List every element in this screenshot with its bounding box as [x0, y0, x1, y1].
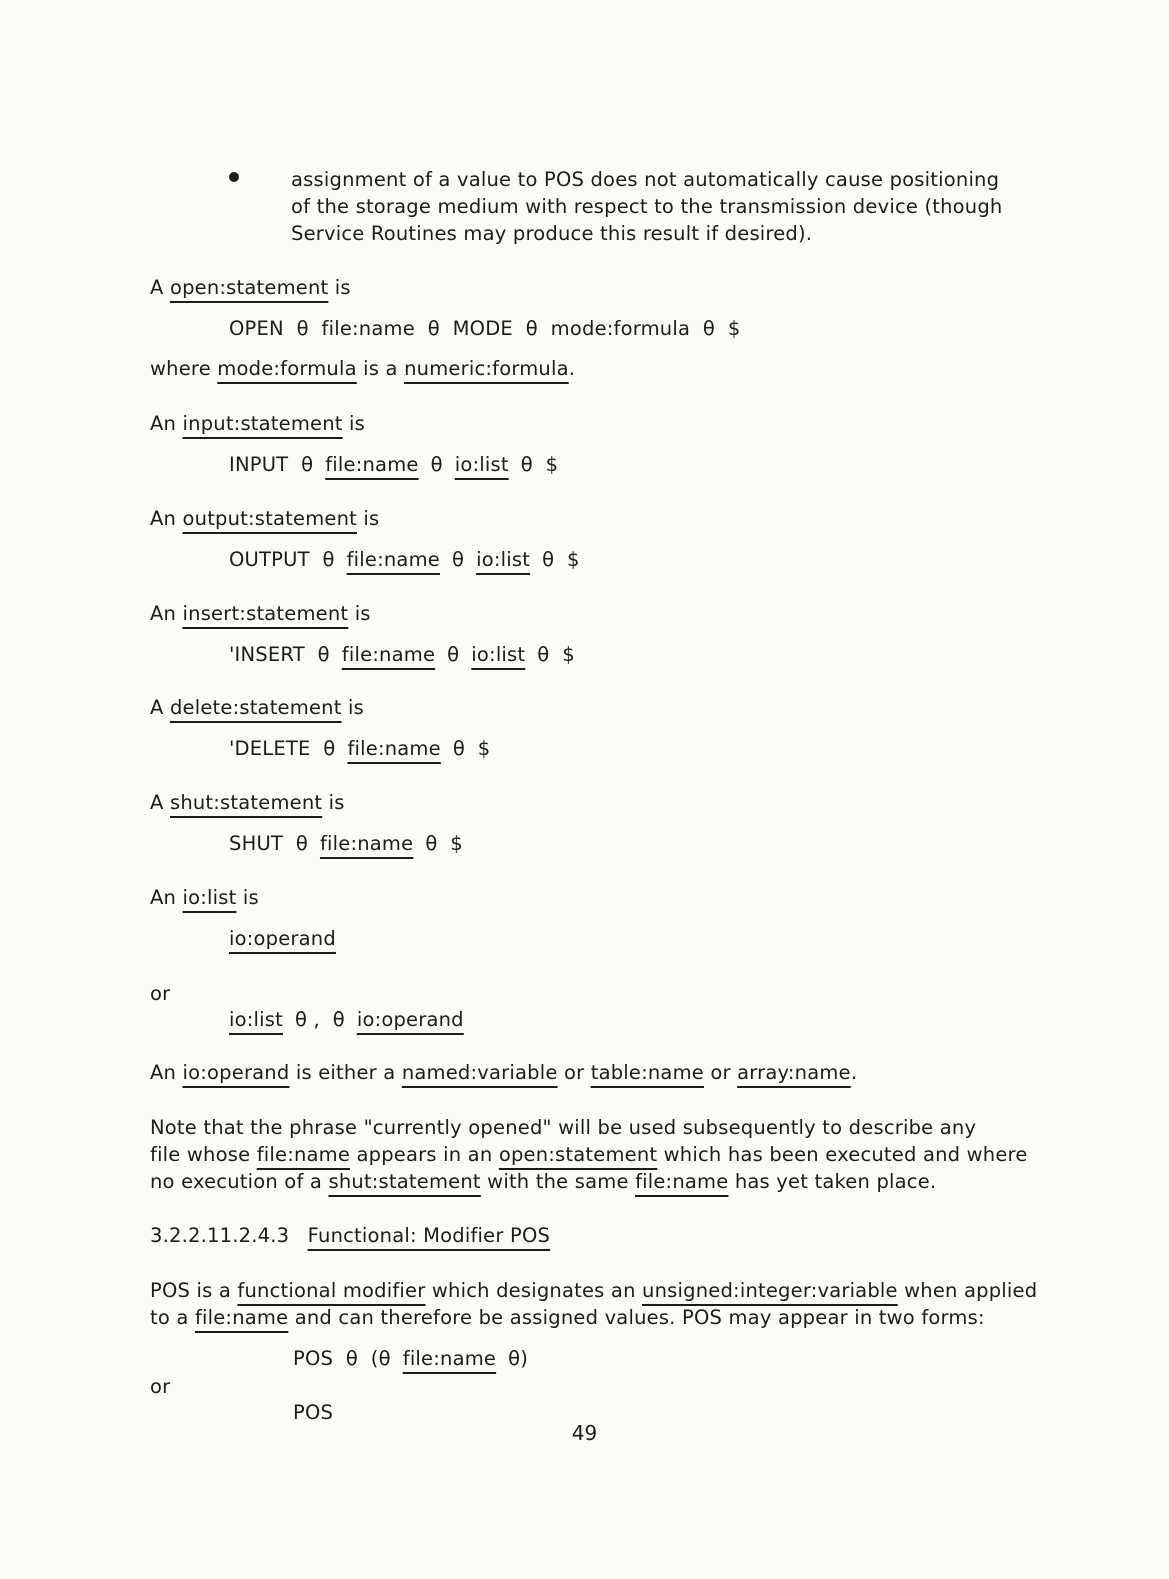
pos-form-1 — [293, 1345, 528, 1372]
period: . — [568, 357, 576, 380]
open-where — [150, 355, 575, 382]
bullet-icon — [229, 172, 239, 182]
pos-line-2 — [150, 1304, 985, 1331]
term-file-name: file:name — [325, 453, 419, 476]
pos-text: to a — [150, 1306, 189, 1329]
pos-text: when applied — [904, 1279, 1038, 1302]
word-or: or — [710, 1061, 731, 1084]
terminator: θ $ — [452, 737, 491, 760]
term-file-name: file:name — [319, 832, 414, 855]
word-is-a: is a — [363, 357, 398, 380]
terminator: θ $ — [537, 643, 575, 666]
term-delete-statement: delete:statement — [169, 696, 342, 719]
bullet-line-3: Service Routines may produce this result if desired). — [291, 222, 813, 245]
section-title: Functional: Modifier POS — [307, 1224, 551, 1247]
pos-text: and can therefore be assigned values. POS may appear in two forms: — [294, 1306, 985, 1329]
terminator: θ $ — [520, 453, 559, 476]
pos-syntax: POS θ (θ — [293, 1347, 391, 1370]
phrase-is-either-a: is either a — [295, 1061, 396, 1084]
word-is: is — [349, 412, 366, 435]
term-io-list: io:list — [182, 886, 237, 909]
iolist-form-1 — [229, 925, 336, 952]
terminator: θ $ — [542, 548, 580, 571]
term-insert-statement: insert:statement — [182, 602, 349, 625]
bullet-line-1: assignment of a value to POS does not automatically cause positioning — [291, 168, 1000, 191]
iolist-or: or — [150, 982, 171, 1005]
note-text: file whose — [150, 1143, 251, 1166]
term-file-name: file:name — [256, 1143, 351, 1166]
iolist-definition — [150, 884, 259, 911]
period: . — [850, 1061, 858, 1084]
note-line-2 — [150, 1141, 1028, 1168]
note-text: has yet taken place. — [734, 1170, 937, 1193]
delete-syntax — [229, 735, 490, 762]
theta: θ — [451, 548, 465, 571]
insert-syntax — [229, 641, 575, 668]
output-definition — [150, 505, 379, 532]
separator: θ , θ — [294, 1008, 345, 1031]
section-number: 3.2.2.11.2.4.3 — [150, 1224, 290, 1247]
note-line-1: Note that the phrase "currently opened" will be used subsequently to describe any — [150, 1116, 977, 1139]
term-mode-formula: mode:formula — [217, 357, 357, 380]
delete-definition — [150, 694, 364, 721]
term-file-name: file:name — [341, 643, 436, 666]
keyword: INPUT θ — [229, 453, 314, 476]
word-is: is — [334, 276, 351, 299]
page-number: 49 — [571, 1421, 598, 1445]
term-file-name: file:name — [346, 548, 440, 571]
term-open-statement: open:statement — [498, 1143, 658, 1166]
article: An — [150, 507, 177, 530]
insert-definition — [150, 600, 371, 627]
output-syntax — [229, 546, 580, 573]
input-definition — [150, 410, 365, 437]
term-functional-modifier: functional modifier — [237, 1279, 426, 1302]
bullet-line-2: of the storage medium with respect to the transmission device (though — [291, 195, 1003, 218]
iooperand-definition — [150, 1059, 857, 1086]
open-syntax: OPEN θ file:name θ MODE θ mode:formula θ $ — [229, 317, 741, 340]
word-where: where — [150, 357, 211, 380]
note-line-3 — [150, 1168, 936, 1195]
term-io-operand: io:operand — [182, 1061, 290, 1084]
theta: θ — [430, 453, 443, 476]
article: A — [150, 696, 164, 719]
keyword: 'DELETE θ — [229, 737, 336, 760]
note-text: no execution of a — [150, 1170, 323, 1193]
pos-text: which designates an — [431, 1279, 636, 1302]
term-numeric-formula: numeric:formula — [404, 357, 569, 380]
input-syntax — [229, 451, 558, 478]
word-is: is — [363, 507, 380, 530]
term-output-statement: output:statement — [182, 507, 357, 530]
term-file-name: file:name — [347, 737, 441, 760]
word-or: or — [563, 1061, 585, 1084]
terminator: θ $ — [425, 832, 463, 855]
term-io-operand: io:operand — [229, 927, 336, 950]
term-open-statement: open:statement — [169, 276, 329, 299]
word-is: is — [328, 791, 345, 814]
keyword: 'INSERT θ — [229, 643, 330, 666]
shut-syntax — [229, 830, 463, 857]
article: An — [150, 886, 177, 909]
term-file-name: file:name — [194, 1306, 289, 1329]
shut-definition — [150, 789, 345, 816]
term-io-list: io:list — [476, 548, 531, 571]
pos-text: POS is a — [150, 1279, 232, 1302]
term-io-list: io:list — [229, 1008, 283, 1031]
article: An — [150, 1061, 177, 1084]
term-shut-statement: shut:statement — [328, 1170, 481, 1193]
pos-line-1 — [150, 1277, 1037, 1304]
note-text: which has been executed and where — [663, 1143, 1028, 1166]
term-io-operand: io:operand — [356, 1008, 464, 1031]
section-heading — [150, 1222, 550, 1249]
term-shut-statement: shut:statement — [169, 791, 323, 814]
term-input-statement: input:statement — [182, 412, 343, 435]
word-is: is — [354, 602, 371, 625]
note-text: appears in an — [356, 1143, 493, 1166]
pos-or: or — [150, 1375, 171, 1398]
word-is: is — [347, 696, 364, 719]
term-file-name: file:name — [402, 1347, 497, 1370]
term-unsigned-integer-variable: unsigned:integer:variable — [642, 1279, 898, 1302]
pos-syntax: θ) — [508, 1347, 529, 1370]
keyword: OUTPUT θ — [229, 548, 335, 571]
iolist-form-2 — [229, 1006, 464, 1033]
note-text: with the same — [487, 1170, 629, 1193]
article: A — [150, 276, 164, 299]
term-table-name: table:name — [590, 1061, 704, 1084]
term-named-variable: named:variable — [401, 1061, 558, 1084]
word-is: is — [242, 886, 259, 909]
article: An — [150, 412, 177, 435]
pos-form-2: POS — [293, 1401, 334, 1424]
term-io-list: io:list — [471, 643, 526, 666]
keyword: SHUT θ — [229, 832, 308, 855]
article: A — [150, 791, 164, 814]
term-io-list: io:list — [454, 453, 509, 476]
open-definition — [150, 274, 351, 301]
term-array-name: array:name — [737, 1061, 851, 1084]
article: An — [150, 602, 177, 625]
term-file-name: file:name — [635, 1170, 729, 1193]
theta: θ — [447, 643, 460, 666]
